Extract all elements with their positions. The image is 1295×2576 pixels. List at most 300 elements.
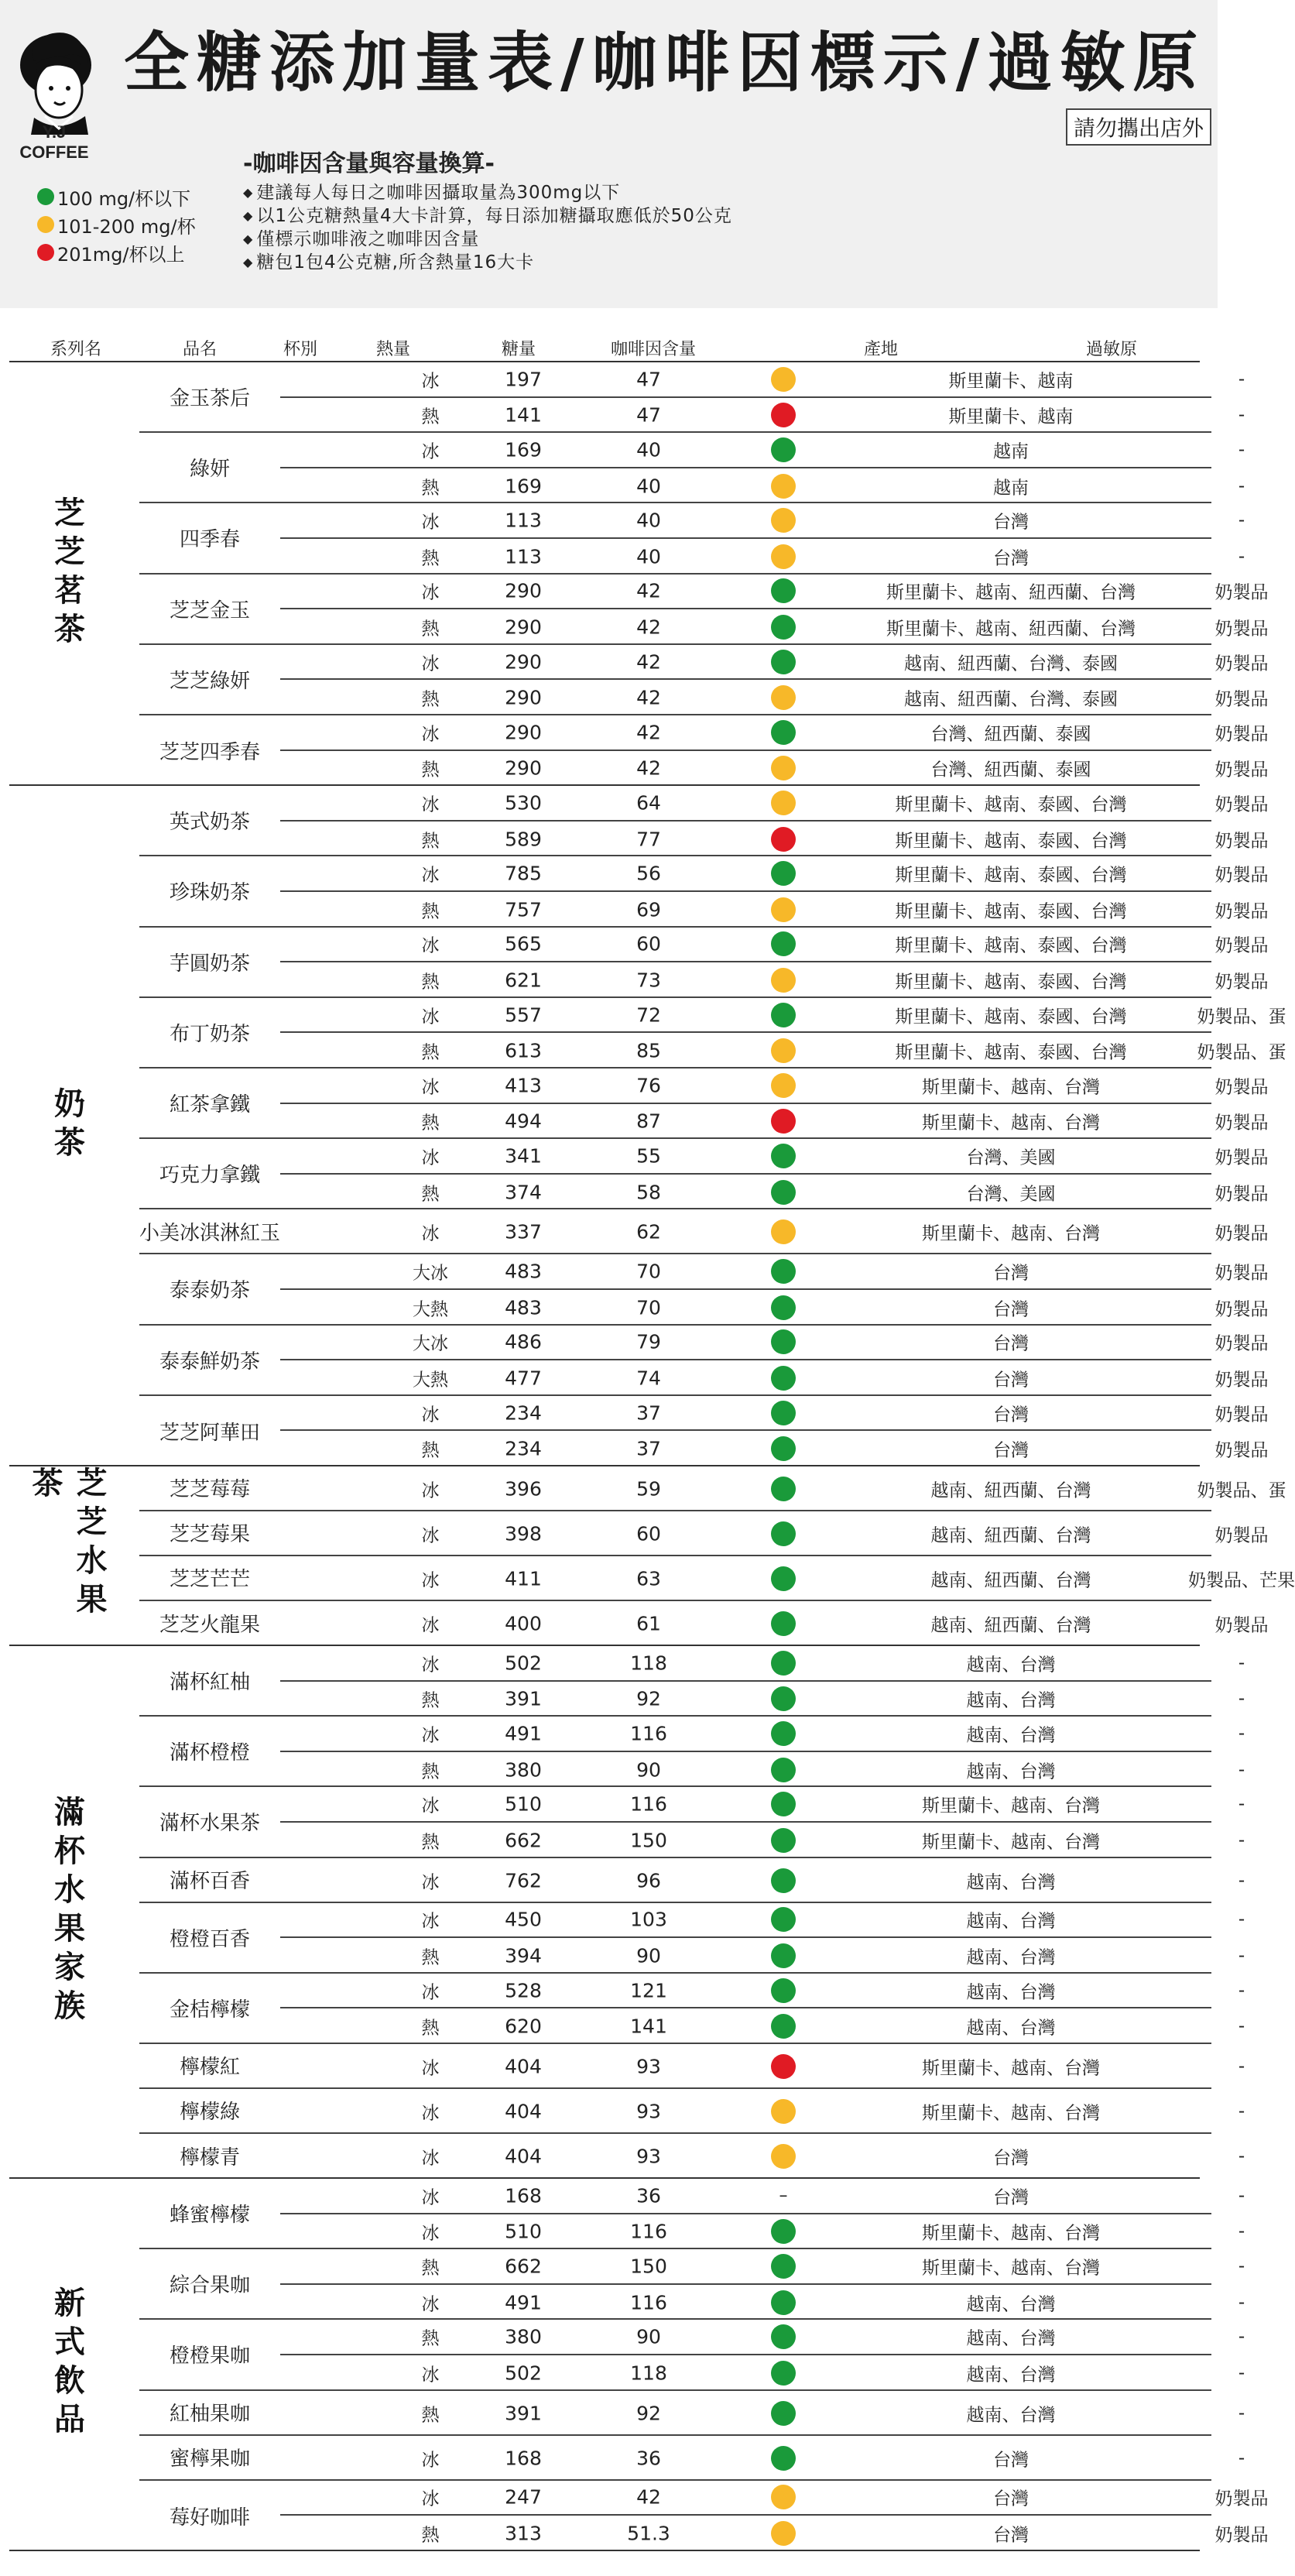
table-row [280, 1431, 1269, 1466]
caffeine-level-icon [771, 2290, 796, 2315]
allergen-value: 奶製品 [1214, 1184, 1269, 1205]
table-row [280, 539, 1245, 575]
cup-type: 冰 [421, 1872, 440, 1893]
kcal-value: 169 [505, 438, 542, 461]
cup-type: 冰 [421, 1911, 440, 1932]
kcal-value: 313 [505, 2522, 542, 2545]
product-name: 芝芝四季春 [159, 741, 260, 765]
caffeine-level-icon [771, 1038, 796, 1063]
table-row [280, 645, 1269, 681]
table-row [280, 503, 1245, 539]
kcal-value: 662 [505, 2255, 542, 2278]
allergen-value: 奶製品 [1214, 1263, 1269, 1284]
table-row [280, 433, 1245, 468]
caffeine-level-icon [771, 508, 796, 533]
origin-value: 越南、台灣 [966, 2018, 1056, 2039]
caffeine-level-icon [771, 474, 796, 499]
sugar-value: 42 [636, 2485, 661, 2509]
cup-type: 熱 [421, 406, 440, 427]
kcal-value: 450 [505, 1908, 542, 1931]
table-row [280, 751, 1269, 787]
cup-type: 熱 [421, 2405, 440, 2426]
kcal-value: 169 [505, 475, 542, 498]
sugar-value: 47 [636, 368, 661, 391]
table-row [280, 1646, 1245, 1682]
table-row [280, 2320, 1245, 2355]
product-name: 金桔檸檬 [169, 1998, 250, 2022]
cup-type: 冰 [421, 2294, 440, 2315]
caffeine-level-icon [771, 791, 796, 815]
table-row [280, 1903, 1245, 1939]
cup-type: 冰 [421, 1147, 440, 1168]
product-name: 滿杯水果茶 [159, 1812, 260, 1836]
sugar-value: 47 [636, 403, 661, 427]
product-item [139, 1717, 1245, 1787]
allergen-value: 奶製品 [1214, 653, 1269, 674]
kcal-value: 491 [505, 2291, 542, 2314]
caffeine-level-icon [771, 931, 796, 956]
col-allergen: 過敏原 [1085, 340, 1138, 359]
product-name: 英式奶茶 [169, 811, 250, 835]
origin-value: 斯里蘭卡、越南、台灣 [922, 1832, 1100, 1853]
origin-value: 台灣 [993, 1370, 1029, 1391]
caffeine-level-icon [771, 1180, 796, 1205]
table-row [280, 2089, 1245, 2134]
origin-value: 台灣 [993, 512, 1029, 533]
sugar-value: 93 [636, 2145, 661, 2168]
table-row [280, 1858, 1245, 1903]
series-name [9, 2179, 125, 2550]
table-row [280, 1682, 1245, 1717]
product-item [139, 1787, 1245, 1857]
product-name: 巧克力拿鐵 [159, 1164, 260, 1188]
allergen-value: - [1238, 546, 1245, 567]
sugar-value: 116 [630, 1792, 667, 1816]
caffeine-level-icon [771, 1978, 796, 2003]
origin-value: 台灣 [993, 2148, 1029, 2169]
caffeine-level-icon [771, 1828, 796, 1853]
allergen-value: - [1238, 1723, 1245, 1744]
sugar-value: 93 [636, 2100, 661, 2123]
sugar-value: 55 [636, 1144, 661, 1168]
table-row [280, 1974, 1245, 2009]
kcal-value: 341 [505, 1144, 542, 1168]
sugar-value: 42 [636, 616, 661, 639]
product-name: 紅茶拿鐵 [169, 1093, 250, 1117]
sugar-value: 40 [636, 509, 661, 532]
product-name: 芝芝阿華田 [159, 1421, 260, 1445]
caffeine-level-icon [771, 2361, 796, 2386]
legend-item [37, 238, 196, 266]
sugar-value: 90 [636, 1758, 661, 1782]
kcal-value: 491 [505, 1722, 542, 1745]
table-row [280, 962, 1269, 998]
sugar-value: 37 [636, 1401, 661, 1425]
kcal-value: 486 [505, 1330, 542, 1353]
allergen-value: - [1238, 2221, 1245, 2242]
product-item [139, 856, 1269, 927]
allergen-value: 奶製品 [1214, 2525, 1269, 2546]
allergen-value: 奶製品 [1214, 582, 1269, 603]
table-row [280, 1396, 1269, 1432]
legend-item [37, 211, 196, 238]
sugar-value: 42 [636, 721, 661, 744]
cup-type: 冰 [421, 794, 440, 815]
origin-value: 越南、紐西蘭、台灣、泰國 [904, 653, 1118, 674]
caffeine-level-icon [771, 1686, 796, 1711]
allergen-value: - [1238, 2255, 1245, 2276]
allergen-value: - [1238, 1689, 1245, 1710]
product-item [139, 2044, 1245, 2089]
product-name: 芝芝莓果 [169, 1523, 250, 1547]
series-group [9, 1646, 1245, 2179]
sugar-value: 79 [636, 1330, 661, 1353]
caffeine-level-icon [771, 1943, 796, 1968]
origin-value: 越南、台灣 [966, 1872, 1056, 1893]
allergen-value: 奶製品 [1214, 935, 1269, 956]
cup-type: 冰 [421, 2187, 440, 2208]
kcal-value: 785 [505, 862, 542, 885]
kcal-value: 530 [505, 791, 542, 815]
kcal-value: 762 [505, 1869, 542, 1892]
allergen-value: - [1238, 405, 1245, 426]
caffeine-level-icon [771, 897, 796, 922]
kcal-value: 290 [505, 579, 542, 602]
product-item [139, 928, 1269, 998]
table-row [280, 786, 1269, 822]
product-item [139, 1466, 1286, 1511]
kcal-value: 290 [505, 686, 542, 709]
table-row [280, 1104, 1269, 1140]
cup-type: 冰 [421, 441, 440, 462]
sugar-value: 93 [636, 2055, 661, 2078]
kcal-value: 483 [505, 1296, 542, 1319]
caffeine-level-icon [771, 1144, 796, 1168]
product-name: 檸檬紅 [179, 2056, 240, 2080]
table-row [280, 1290, 1269, 1326]
sugar-value: 69 [636, 898, 661, 921]
cup-type: 冰 [421, 1480, 440, 1501]
allergen-value: 奶製品 [1214, 689, 1269, 710]
caffeine-level-icon [771, 1758, 796, 1782]
cup-type: 熱 [421, 760, 440, 780]
kcal-value: 400 [505, 1612, 542, 1635]
kcal-value: 613 [505, 1039, 542, 1062]
origin-value: 斯里蘭卡、越南、台灣 [922, 2103, 1100, 2124]
origin-value: 斯里蘭卡、越南、台灣 [922, 1113, 1100, 1134]
kcal-value: 168 [505, 2447, 542, 2470]
kcal-value: 380 [505, 2325, 542, 2348]
note-item: ◆ 建議每人每日之咖啡因攝取量為300mg以下 [243, 181, 732, 204]
allergen-value: 奶製品 [1214, 794, 1269, 815]
cup-type: 冰 [421, 2489, 440, 2509]
caffeine-level-icon [771, 756, 796, 780]
allergen-value: 奶製品、芒果 [1188, 1570, 1295, 1591]
table-row [280, 680, 1269, 715]
origin-value: 斯里蘭卡、越南、台灣 [922, 1077, 1100, 1098]
allergen-value: - [1238, 2403, 1245, 2423]
kcal-value: 394 [505, 1944, 542, 1967]
kcal-value: 483 [505, 1260, 542, 1283]
table-row [280, 892, 1269, 928]
kcal-value: 391 [505, 2402, 542, 2425]
origin-value: 台灣 [993, 2525, 1029, 2546]
sugar-value: 118 [630, 1652, 667, 1675]
product-item [139, 503, 1245, 574]
product-name: 橙橙百香 [169, 1927, 250, 1951]
allergen-value: 奶製品、蛋 [1197, 1042, 1286, 1063]
origin-value: 斯里蘭卡、越南、泰國、台灣 [895, 972, 1127, 993]
legend-dot-icon [37, 216, 54, 233]
cup-type: 冰 [421, 1007, 440, 1027]
caffeine-level-icon [771, 2254, 796, 2279]
caffeine-level-icon [771, 1868, 796, 1893]
col-series: 系列名 [50, 340, 102, 359]
allergen-value: - [1238, 2146, 1245, 2166]
product-name: 小美冰淇淋紅玉 [139, 1221, 281, 1245]
table-row [280, 1556, 1295, 1601]
origin-value: 台灣、美國 [966, 1184, 1056, 1205]
caffeine-level-icon [771, 1329, 796, 1354]
kcal-value: 404 [505, 2145, 542, 2168]
origin-value: 台灣 [993, 1263, 1029, 1284]
caffeine-level-icon [771, 2521, 796, 2546]
origin-value: 越南、紐西蘭、台灣 [930, 1615, 1091, 1636]
product-name: 芝芝綠妍 [169, 669, 250, 693]
series-group [9, 362, 1269, 786]
product-name: 滿杯橙橙 [169, 1741, 250, 1765]
origin-value: 斯里蘭卡、越南、台灣 [922, 1796, 1100, 1816]
allergen-value: - [1238, 1652, 1245, 1673]
origin-value: 越南、台灣 [966, 1690, 1056, 1711]
table-row [280, 1033, 1286, 1068]
kcal-value: 337 [505, 1220, 542, 1243]
product-item [139, 2391, 1245, 2436]
origin-value: 台灣 [993, 1405, 1029, 1425]
origin-value: 台灣 [993, 1299, 1029, 1320]
sugar-value: 90 [636, 2325, 661, 2348]
kcal-value: 290 [505, 650, 542, 674]
cup-type: 熱 [421, 1440, 440, 1461]
product-name: 四季春 [179, 528, 240, 552]
table-body [9, 362, 1295, 2551]
table-row [280, 609, 1269, 645]
allergen-value: 奶製品 [1214, 1405, 1269, 1425]
table-row [280, 1511, 1269, 1556]
table-row [280, 2134, 1245, 2179]
caffeine-level-icon [771, 578, 796, 603]
table-row [280, 822, 1269, 857]
origin-value: 越南、台灣 [966, 2365, 1056, 2386]
product-item [139, 2320, 1245, 2390]
series-name-text: 新式飲品 [49, 2286, 85, 2442]
cup-type: 冰 [421, 1655, 440, 1676]
product-item [139, 1601, 1269, 1646]
cup-type: 熱 [421, 619, 440, 640]
product-name: 芝芝芒芒 [169, 1568, 250, 1592]
cup-type: 熱 [421, 972, 440, 993]
kcal-value: 404 [505, 2055, 542, 2078]
kcal-value: 557 [505, 1003, 542, 1027]
sugar-value: 76 [636, 1074, 661, 1097]
allergen-value: - [1238, 2016, 1245, 2037]
allergen-value: 奶製品 [1214, 1147, 1269, 1168]
table-row [280, 2249, 1245, 2285]
kcal-value: 411 [505, 1567, 542, 1590]
caffeine-level-icon [771, 2446, 796, 2471]
sugar-value: 37 [636, 1437, 661, 1460]
notice-label: 請勿攜出店外 [1066, 108, 1211, 146]
sugar-value: 42 [636, 579, 661, 602]
table-row [280, 468, 1245, 504]
cup-type: 冰 [421, 2148, 440, 2169]
series-group [9, 1466, 1295, 1646]
origin-value: 斯里蘭卡、越南、台灣 [922, 2258, 1100, 2279]
kcal-value: 589 [505, 828, 542, 851]
cup-type: 大冰 [413, 1263, 448, 1284]
product-item [139, 645, 1269, 715]
allergen-value: - [1238, 1830, 1245, 1851]
origin-value: 斯里蘭卡、越南、泰國、台灣 [895, 831, 1127, 852]
table-row [280, 1139, 1269, 1175]
cup-type: 熱 [421, 2328, 440, 2349]
sugar-value: 150 [630, 1829, 667, 1852]
product-item [139, 2436, 1245, 2481]
cup-type: 冰 [421, 1525, 440, 1546]
info-title: -咖啡因含量與容量換算- [243, 150, 495, 177]
kcal-value: 528 [505, 1979, 542, 2002]
sugar-value: 56 [636, 862, 661, 885]
allergen-value: - [1238, 1759, 1245, 1780]
origin-value: 台灣 [993, 548, 1029, 569]
kcal-value: 494 [505, 1110, 542, 1133]
kcal-value: 374 [505, 1181, 542, 1204]
cup-type: 冰 [421, 653, 440, 674]
sugar-value: 70 [636, 1260, 661, 1283]
cup-type: 冰 [421, 1077, 440, 1098]
sugar-value: 92 [636, 2402, 661, 2425]
caffeine-level-icon [771, 1907, 796, 1932]
product-name: 綠妍 [189, 458, 230, 482]
origin-value: 越南、台灣 [966, 1725, 1056, 1746]
origin-value: 越南、台灣 [966, 2328, 1056, 2349]
allergen-value: 奶製品 [1214, 831, 1269, 852]
origin-value: 斯里蘭卡、越南、台灣 [922, 2223, 1100, 2244]
series-name [9, 362, 125, 784]
allergen-value: - [1238, 2185, 1245, 2206]
table-row [280, 1209, 1269, 1254]
sugar-value: 103 [630, 1908, 667, 1931]
caffeine-level-icon [771, 403, 796, 427]
caffeine-level-icon [771, 1566, 796, 1591]
cup-type: 熱 [421, 1832, 440, 1853]
cup-type: 熱 [421, 2525, 440, 2546]
allergen-value: 奶製品 [1214, 901, 1269, 922]
cup-type: 熱 [421, 831, 440, 852]
table-row [280, 2008, 1245, 2044]
caffeine-level-icon [771, 1651, 796, 1676]
product-name: 紅柚果咖 [169, 2403, 250, 2427]
table-row [280, 715, 1269, 751]
product-name: 滿杯百香 [169, 1870, 250, 1894]
origin-value: 台灣、美國 [966, 1147, 1056, 1168]
series-name [9, 1466, 125, 1645]
cup-type: 冰 [421, 2103, 440, 2124]
origin-value: 越南、台灣 [966, 1911, 1056, 1932]
cup-type: 冰 [421, 1615, 440, 1636]
caffeine-level-icon [771, 1109, 796, 1134]
kcal-value: 502 [505, 2362, 542, 2385]
caffeine-level-icon [771, 1366, 796, 1391]
allergen-value: 奶製品 [1214, 1370, 1269, 1391]
sugar-value: 60 [636, 932, 661, 955]
sugar-value: 58 [636, 1181, 661, 1204]
cup-type: 冰 [421, 1796, 440, 1816]
legend-dot-icon [37, 244, 54, 261]
cup-type: 冰 [421, 1982, 440, 2003]
sugar-value: 42 [636, 756, 661, 780]
cup-type: 冰 [421, 582, 440, 603]
origin-value: 台灣 [993, 2187, 1029, 2208]
series-group [9, 2179, 1269, 2551]
sugar-value: 61 [636, 1612, 661, 1635]
origin-value: 越南、紐西蘭、台灣 [930, 1480, 1091, 1501]
product-item [139, 1326, 1269, 1396]
origin-value: 越南、台灣 [966, 1761, 1056, 1782]
product-item [139, 2249, 1245, 2320]
header-banner [0, 0, 1218, 308]
kcal-value: 197 [505, 368, 542, 391]
table-row [280, 998, 1286, 1034]
product-name: 泰泰鮮奶茶 [159, 1350, 260, 1374]
product-item [139, 786, 1269, 856]
allergen-value: 奶製品 [1214, 1525, 1269, 1546]
product-item [139, 1396, 1269, 1466]
origin-value: 越南、台灣 [966, 2294, 1056, 2315]
origin-value: 越南、紐西蘭、台灣、泰國 [904, 689, 1118, 710]
origin-value: 台灣、紐西蘭、泰國 [930, 724, 1091, 745]
table-row [280, 575, 1269, 610]
caffeine-level-icon [771, 1295, 796, 1320]
product-item [139, 2179, 1245, 2249]
series-name [9, 1646, 125, 2177]
origin-value: 台灣 [993, 1440, 1029, 1461]
origin-value: 斯里蘭卡、越南、泰國、台灣 [895, 935, 1127, 956]
cup-type: 冰 [421, 1725, 440, 1746]
sugar-value: 72 [636, 1003, 661, 1027]
product-item [139, 433, 1245, 503]
kcal-value: 398 [505, 1522, 542, 1545]
product-item [139, 1254, 1269, 1325]
caffeine-level-icon [771, 1219, 796, 1244]
table-row [280, 2285, 1245, 2320]
cup-type: 冰 [421, 2365, 440, 2386]
series-name-text: 芝芝水果茶 [27, 1466, 107, 1621]
kcal-value: 234 [505, 1437, 542, 1460]
origin-value: 斯里蘭卡、越南 [948, 371, 1074, 392]
kcal-value: 502 [505, 1652, 542, 1675]
page-title: 全糖添加量表/咖啡因標示/過敏原 [124, 25, 1206, 101]
allergen-value: - [1238, 369, 1245, 389]
kcal-value: 113 [505, 545, 542, 568]
table-row [280, 398, 1245, 434]
kcal-value: 391 [505, 1687, 542, 1710]
product-item [139, 1646, 1245, 1717]
cup-type: 大熱 [413, 1370, 448, 1391]
product-item [139, 998, 1286, 1068]
cup-type: 熱 [421, 2258, 440, 2279]
allergen-value: - [1238, 2362, 1245, 2383]
